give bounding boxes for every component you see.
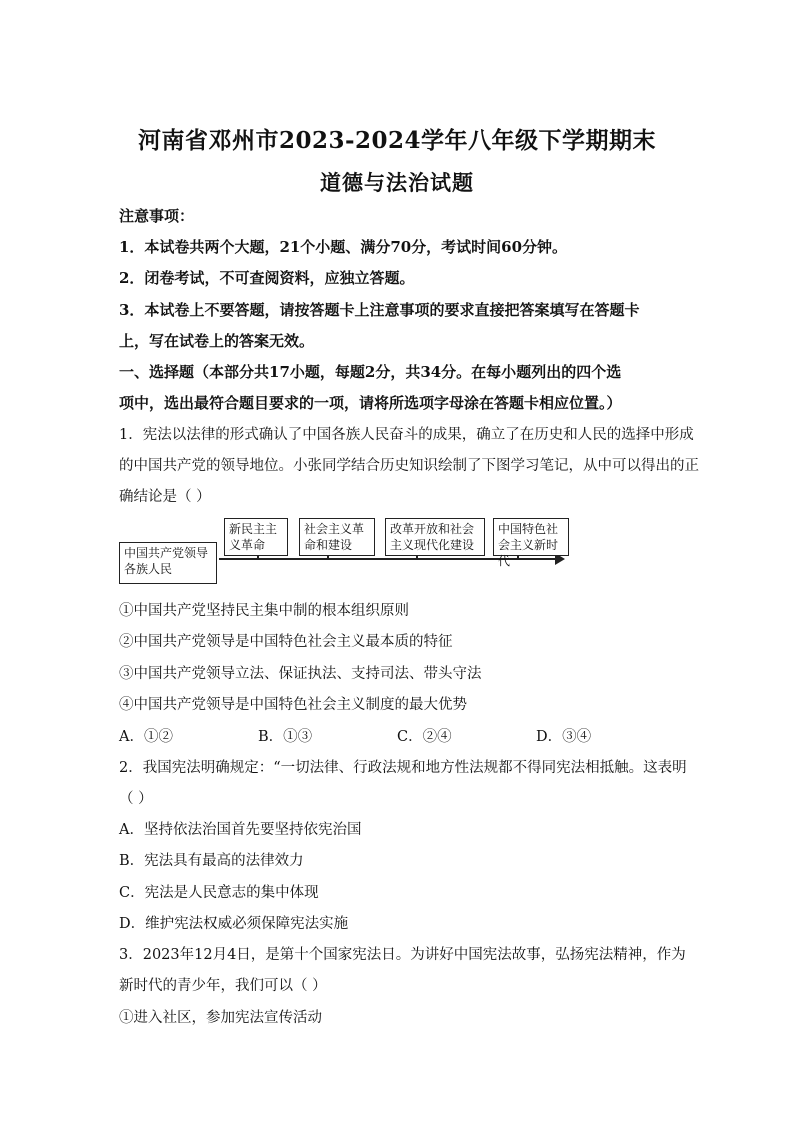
q1-statement: ②中国共产党领导是中国特色社会主义最本质的特征 [119, 634, 453, 650]
q1-statement: ④中国共产党领导是中国特色社会主义制度的最大优势 [119, 697, 467, 713]
timeline-stage-box: 改革开放和社会主义现代化建设 [385, 518, 485, 556]
q2-option-b: B．宪法具有最高的法律效力 [119, 853, 304, 869]
section-heading: 一、选择题（本部分共17小题，每题2分，共34分。在每小题列出的四个选 [119, 363, 622, 381]
timeline-stage-box: 中国特色社会主义新时代 [493, 518, 569, 556]
question-1-stem: 确结论是（ ） [119, 489, 211, 505]
q3-statement: ①进入社区，参加宪法宣传活动 [119, 1010, 322, 1026]
notice-item: 上，写在试卷上的答案无效。 [119, 332, 315, 350]
timeline-start-box: 中国共产党领导各族人民 [119, 542, 217, 584]
notice-item: 2．闭卷考试，不可查阅资料，应独立答题。 [119, 269, 415, 287]
question-1-stem: 的中国共产党的领导地位。小张同学结合历史知识绘制了下图学习笔记，从中可以得出的正 [119, 458, 699, 474]
question-2-stem: （ ） [119, 791, 153, 807]
question-3-stem: 3．2023年12月4日，是第十个国家宪法日。为讲好中国宪法故事，弘扬宪法精神，作为 [119, 947, 686, 963]
timeline-stage-box: 新民主主义革命 [224, 518, 288, 556]
q2-option-d: D．维护宪法权威必须保障宪法实施 [119, 916, 349, 932]
timeline-stage-box: 社会主义革命和建设 [299, 518, 375, 556]
q1-option-d: D．③④ [536, 729, 592, 745]
q2-option-c: C．宪法是人民意志的集中体现 [119, 885, 319, 901]
q1-statement: ③中国共产党领导立法、保证执法、支持司法、带头守法 [119, 666, 482, 682]
q1-option-c: C．②④ [397, 729, 452, 745]
question-1-stem: 1．宪法以法律的形式确认了中国各族人民奋斗的成果，确立了在历史和人民的选择中形成 [119, 427, 694, 443]
exam-subtitle: 道德与法治试题 [320, 170, 474, 195]
section-heading-cont: 项中，选出最符合题目要求的一项，请将所选项字母涂在答题卡相应位置。） [119, 394, 622, 412]
question-2-stem: 2．我国宪法明确规定：“一切法律、行政法规和地方性法规都不得同宪法相抵触。这表明 [119, 760, 687, 776]
q1-option-a: A．①② [119, 729, 173, 745]
notice-heading: 注意事项： [119, 207, 195, 225]
question-3-stem: 新时代的青少年，我们可以（ ） [119, 978, 327, 994]
notice-item: 1．本试卷共两个大题，21个小题、满分70分，考试时间60分钟。 [119, 238, 568, 256]
q2-option-a: A．坚持依法治国首先要坚持依宪治国 [119, 822, 362, 838]
exam-title: 河南省邓州市2023-2024学年八年级下学期期末 [137, 127, 657, 154]
notice-item: 3．本试卷上不要答题，请按答题卡上注意事项的要求直接把答案填写在答题卡 [119, 301, 640, 319]
q1-option-b: B．①③ [258, 729, 313, 745]
timeline-diagram [119, 518, 569, 588]
q1-statement: ①中国共产党坚持民主集中制的根本组织原则 [119, 603, 409, 619]
